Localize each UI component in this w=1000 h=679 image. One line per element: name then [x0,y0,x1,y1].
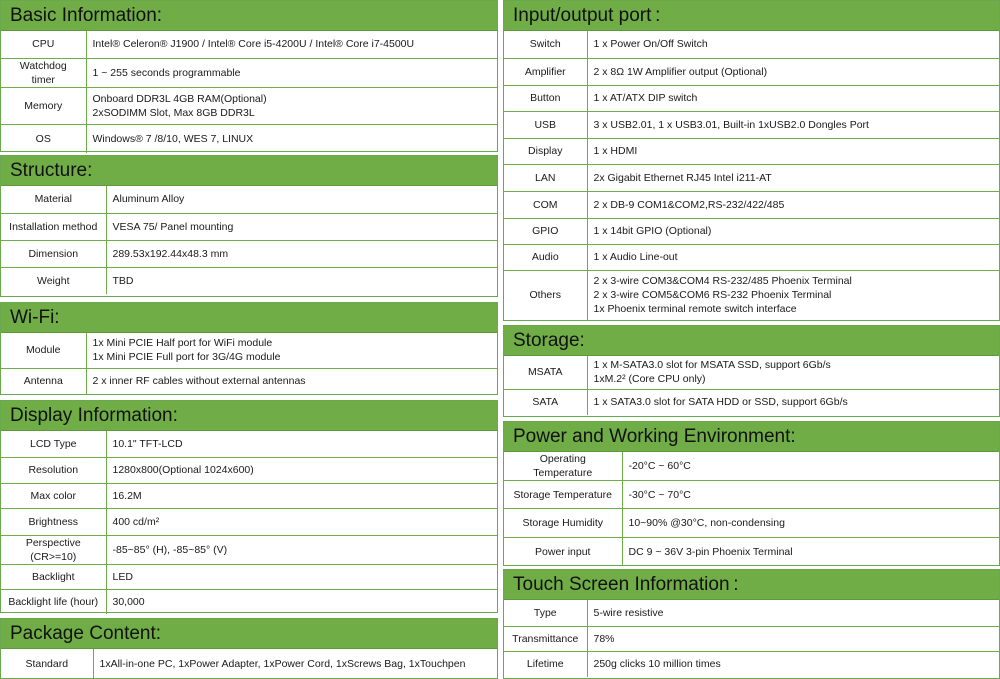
spec-value: 1 x Audio Line-out [587,244,999,270]
section-title: Basic Information: [1,1,497,31]
spec-value: 1x Mini PCIE Half port for WiFi module 1x Mini PCIE Full port for 3G/4G module [92,337,281,364]
spec-label: Max color [1,483,106,508]
spec-label: Storage Temperature [504,481,622,509]
section-title: Display Information: [1,401,497,431]
spec-value: 2 x 8Ω 1W Amplifier output (Optional) [587,58,999,85]
spec-table [504,31,999,320]
spec-value: VESA 75/ Panel mounting [106,213,497,240]
spec-value: DC 9 ~ 36V 3-pin Phoenix Terminal [622,538,999,566]
spec-value: 400 cd/m² [106,508,497,535]
spec-value: 1280x800(Optional 1024x600) [106,457,497,483]
spec-value: 2 x DB-9 COM1&COM2,RS-232/422/485 [587,191,999,218]
spec-value: 10.1" TFT-LCD [112,437,183,450]
spec-label: Standard [1,649,93,678]
spec-value: 1 x 14bit GPIO (Optional) [587,218,999,244]
spec-value: Windows® 7 /8/10, WES 7, LINUX [86,124,497,153]
spec-value: 1 x M-SATA3.0 slot for MSATA SSD, support 6Gb/s 1xM.2² (Core CPU only) [593,359,831,386]
section-touch [503,569,1000,679]
spec-value: -20°C ~ 60°C [628,460,691,472]
section-io-ports [503,0,1000,321]
spec-table [1,31,497,153]
spec-label: Installation method [1,213,106,240]
spec-table [1,649,497,678]
spec-table [1,186,497,294]
spec-label: COM [504,191,587,218]
spec-label: Perspective (CR>=10) [1,535,106,564]
spec-label: Display [504,138,587,164]
spec-label: Module [1,333,86,368]
spec-label: SATA [504,389,587,415]
spec-value: Intel® Celeron® J1900 / Intel® Core i5-4200U / Intel® Core i7-4500U [92,38,415,51]
section-title: Wi-Fi: [1,303,497,333]
spec-value: 78% [587,626,999,651]
section-title: Touch Screen Information : [504,570,999,600]
section-title: Structure: [1,156,497,186]
spec-label: Dimension [1,240,106,267]
section-package [0,618,498,679]
spec-value: 289.53x192.44x48.3 mm [106,240,497,267]
spec-value: 1xAll-in-one PC, 1xPower Adapter, 1xPower Cord, 1xScrews Bag, 1xTouchpen [99,657,466,670]
spec-table [1,333,497,394]
spec-label: Backlight [1,564,106,589]
section-structure [0,155,498,297]
spec-table [1,431,497,614]
section-title: Package Content: [1,619,497,649]
section-wifi [0,302,498,395]
spec-label: Audio [504,244,587,270]
spec-label: Backlight life (hour) [1,589,106,614]
spec-label: Switch [504,31,587,58]
spec-label: Transmittance [504,626,587,651]
section-display [0,400,498,613]
spec-value: 2 x inner RF cables without external antennas [86,368,497,394]
spec-label: Resolution [1,457,106,483]
spec-value: 1 x HDMI [587,138,999,164]
spec-label: Storage Humidity [504,509,622,538]
spec-value: -85~85° (H), -85~85° (V) [106,535,497,564]
spec-label: Material [1,186,106,213]
section-power [503,421,1000,566]
spec-value: 5-wire resistive [593,606,664,619]
spec-label: GPIO [504,218,587,244]
spec-value: Onboard DDR3L 4GB RAM(Optional) 2xSODIMM Slot, Max 8GB DDR3L [86,87,497,124]
spec-value: 2x Gigabit Ethernet RJ45 Intel i211-AT [587,164,999,191]
spec-value: 1 x AT/ATX DIP switch [587,85,999,111]
spec-value: 10~90% @30°C, non-condensing [622,509,999,538]
spec-value: 16.2M [106,483,497,508]
spec-value: 1 ~ 255 seconds programmable [86,58,497,87]
spec-label: Power input [504,538,622,566]
spec-value: 3 x USB2.01, 1 x USB3.01, Built-in 1xUSB2.0 Dongles Port [587,111,999,138]
spec-label: Brightness [1,508,106,535]
spec-label: Lifetime [504,651,587,677]
section-basic [0,0,498,152]
spec-label: Watchdog timer [1,58,86,87]
spec-value: 2 x 3-wire COM3&COM4 RS-232/485 Phoenix Terminal 2 x 3-wire COM5&COM6 RS-232 Phoenix Terminal 1x Phoenix terminal remote switch interface [587,270,999,320]
spec-label: Others [504,270,587,320]
spec-table [504,600,999,677]
spec-value: TBD [106,267,497,294]
spec-table [504,356,999,415]
spec-label: Operating Temperature [504,452,622,481]
spec-label: Type [504,600,587,626]
spec-label: LAN [504,164,587,191]
spec-value: 30,000 [106,589,497,614]
section-title: Storage: [504,326,999,356]
spec-value: 1 x SATA3.0 slot for SATA HDD or SSD, support 6Gb/s [587,389,999,415]
spec-value: 250g clicks 10 million times [587,651,999,677]
spec-table [504,452,999,566]
spec-label: USB [504,111,587,138]
spec-value: 1 x Power On/Off Switch [593,38,708,51]
spec-label: Weight [1,267,106,294]
spec-value: -30°C ~ 70°C [622,481,999,509]
spec-label: OS [1,124,86,153]
spec-label: CPU [1,31,86,58]
spec-label: LCD Type [1,431,106,457]
section-title: Input/output port : [504,1,999,31]
spec-value: LED [106,564,497,589]
spec-label: Amplifier [504,58,587,85]
spec-label: Button [504,85,587,111]
section-title: Power and Working Environment: [504,422,999,452]
spec-label: Memory [1,87,86,124]
section-storage [503,325,1000,417]
spec-value: Aluminum Alloy [112,193,185,206]
spec-label: Antenna [1,368,86,394]
spec-label: MSATA [504,356,587,389]
